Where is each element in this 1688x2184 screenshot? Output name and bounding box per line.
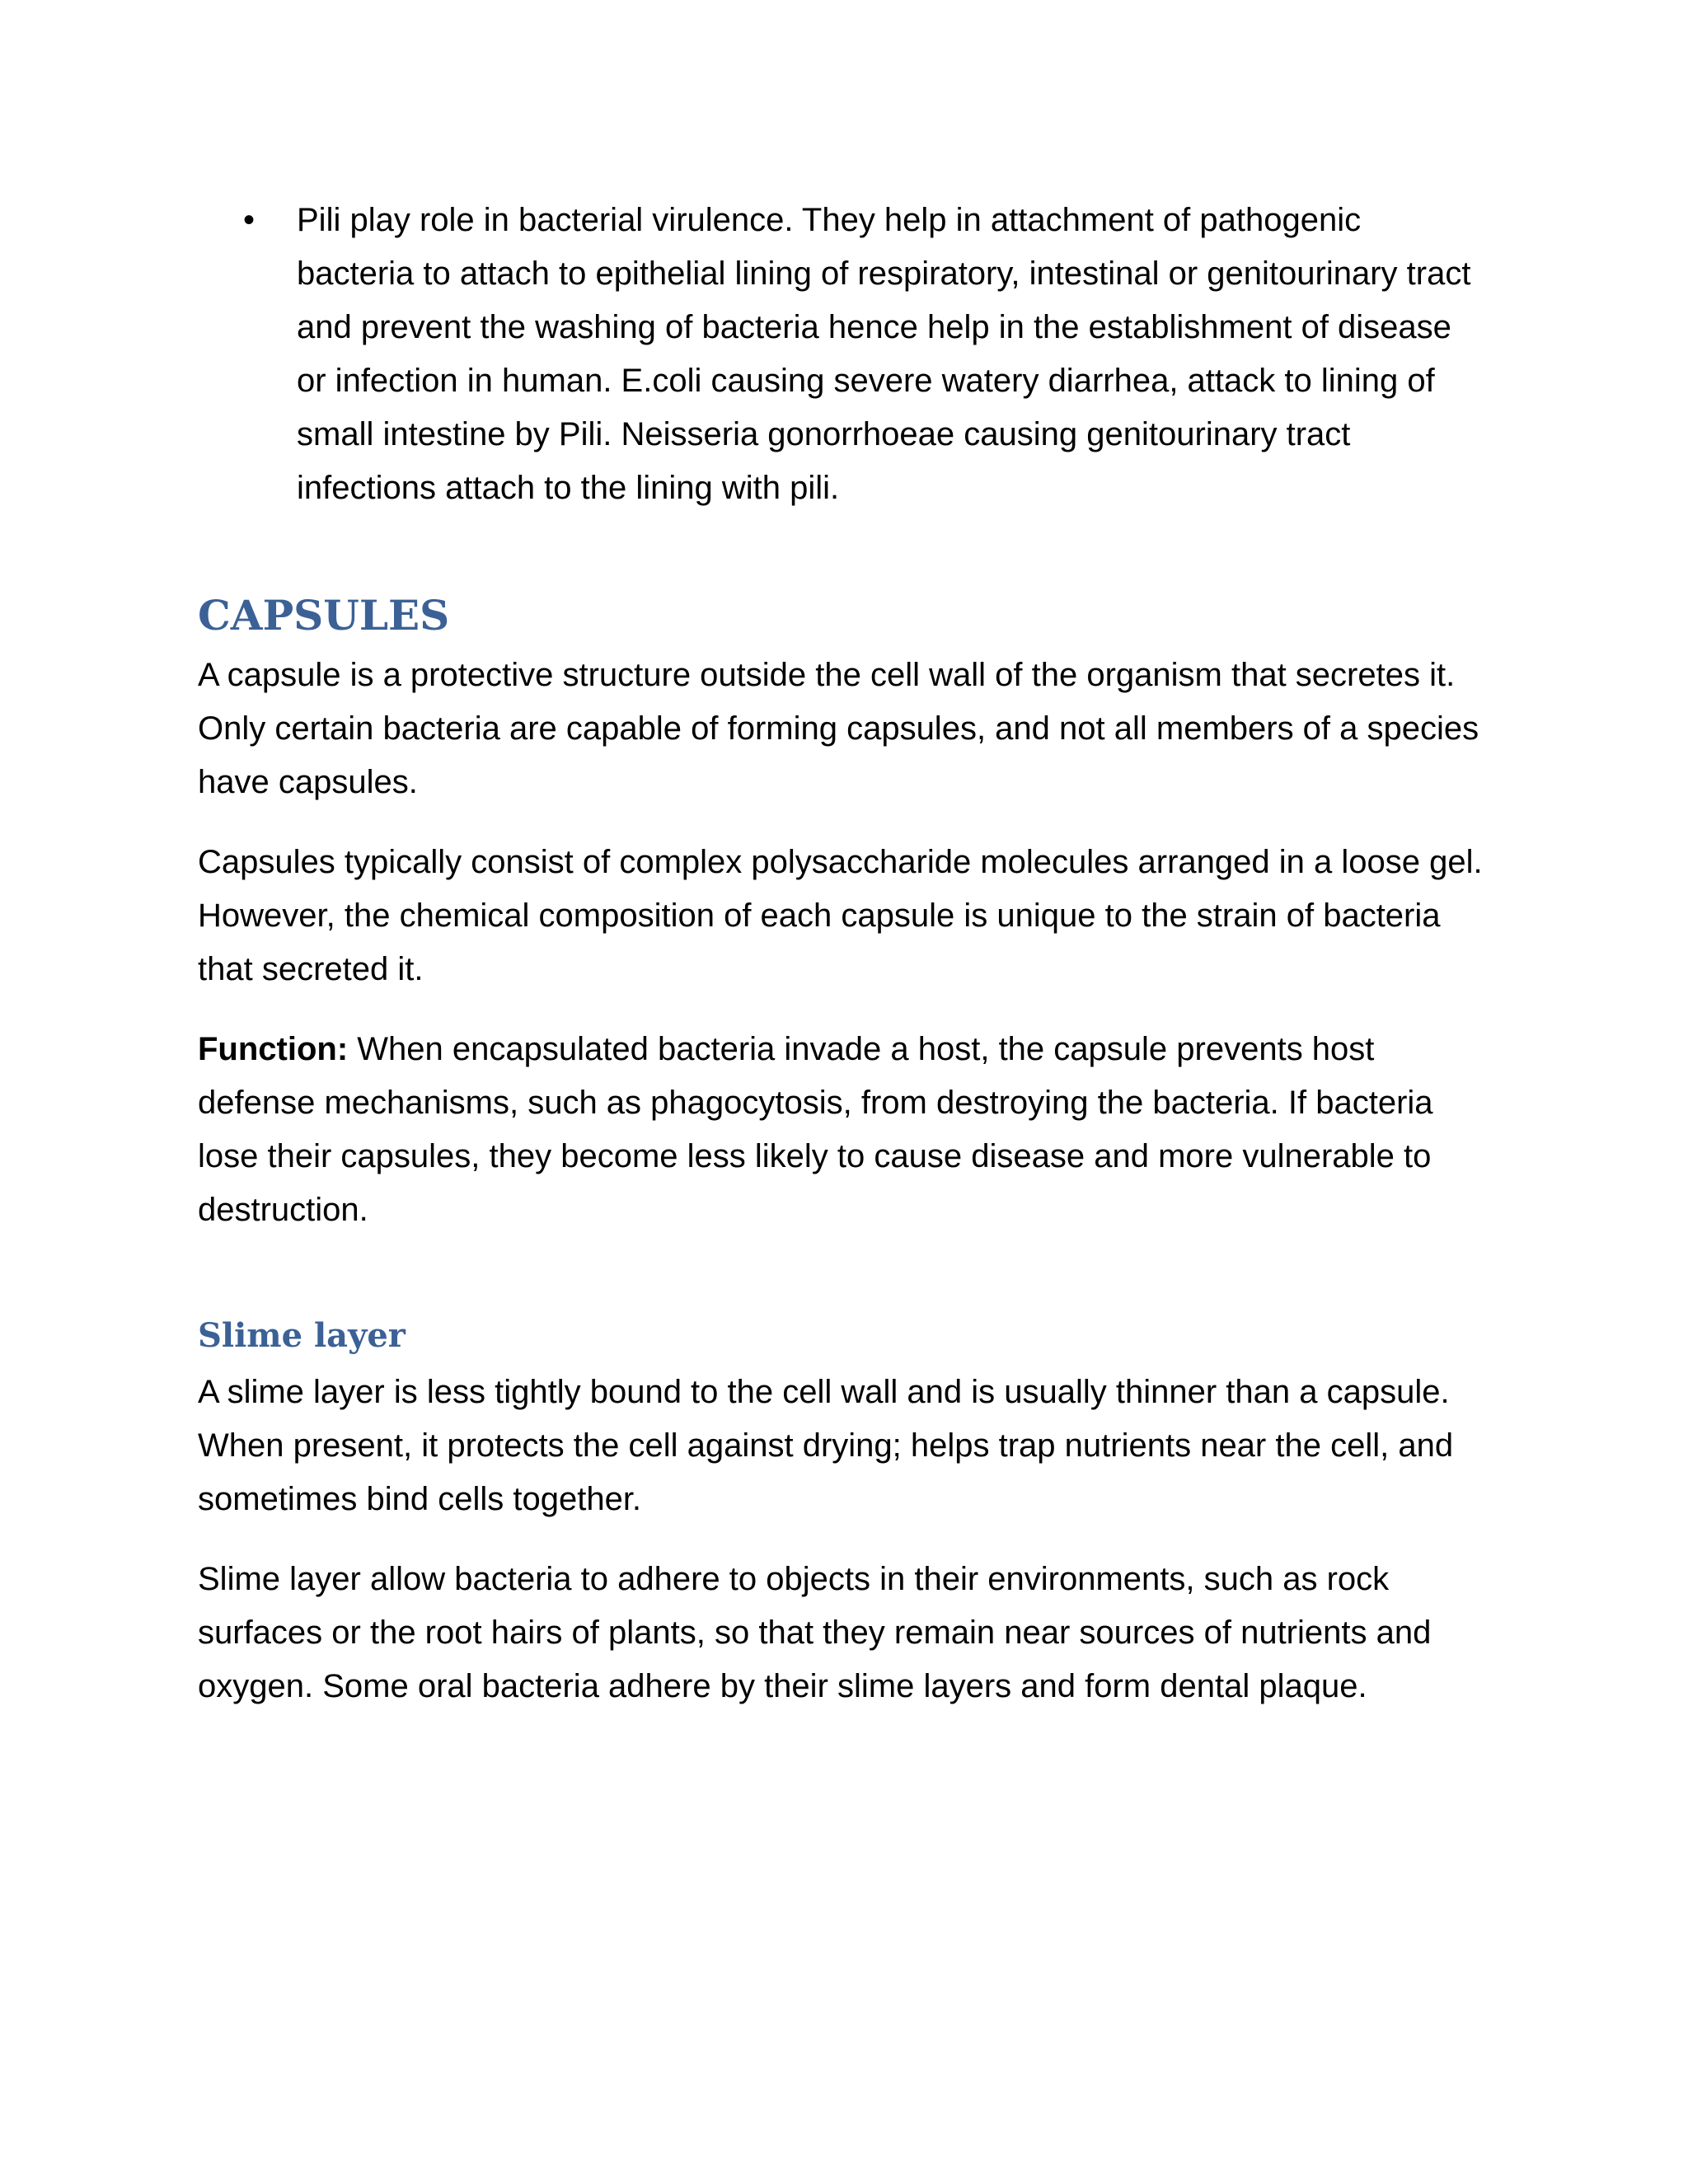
slime-layer-heading: Slime layer: [198, 1316, 406, 1355]
slime-adherence-paragraph: Slime layer allow bacteria to adhere to objects in their environments, such as rock surfaces or the root hairs of plants, so that they remain near sources of nutrients and oxygen. Some oral bacteria adhere by their slime layers and form dental plaque.: [198, 1561, 1432, 1704]
capsule-function-paragraph: [198, 1023, 1484, 1237]
bullet-text: Pili play role in bacterial virulence. They help in attachment of pathogenic bacteria to attach to epithelial lining of respiratory, intestinal or genitourinary tract and prevent the washing of bacteria hence help in the establishment of disease or infection in human. E.coli causing severe watery diarrhea, attack to lining of small intestine by Pili. Neisseria gonorrhoeae causing genitourinary tract infections attach to the lining with pili.: [297, 202, 1471, 506]
slime-layer-section: [198, 1311, 1484, 1713]
capsules-section: [198, 589, 1484, 1237]
pili-bullet-list: [198, 194, 1484, 515]
capsule-composition-paragraph: Capsules typically consist of complex polysaccharide molecules arranged in a loose gel. However, the chemical composition of each capsule is unique to the strain of bacteria that secreted it.: [198, 844, 1483, 987]
function-label: Function:: [198, 1031, 349, 1067]
page-content: [198, 194, 1484, 1713]
capsules-heading: CAPSULES: [198, 591, 450, 640]
bullet-icon: •: [243, 202, 256, 238]
list-item: [198, 194, 1484, 515]
function-text: When encapsulated bacteria invade a host, the capsule prevents host defense mechanisms, such as phagocytosis, from destroying the bacteria. If bacteria lose their capsules, they become less likely to cause disease and more vulnerable to destruction.: [198, 1031, 1433, 1228]
capsule-definition-paragraph: A capsule is a protective structure outside the cell wall of the organism that secretes it. Only certain bacteria are capable of forming capsules, and not all members of a species have capsules.: [198, 657, 1479, 800]
slime-definition-paragraph: A slime layer is less tightly bound to the cell wall and is usually thinner than a capsule. When present, it protects the cell against drying; helps trap nutrients near the cell, and sometimes bind cells together.: [198, 1374, 1454, 1517]
